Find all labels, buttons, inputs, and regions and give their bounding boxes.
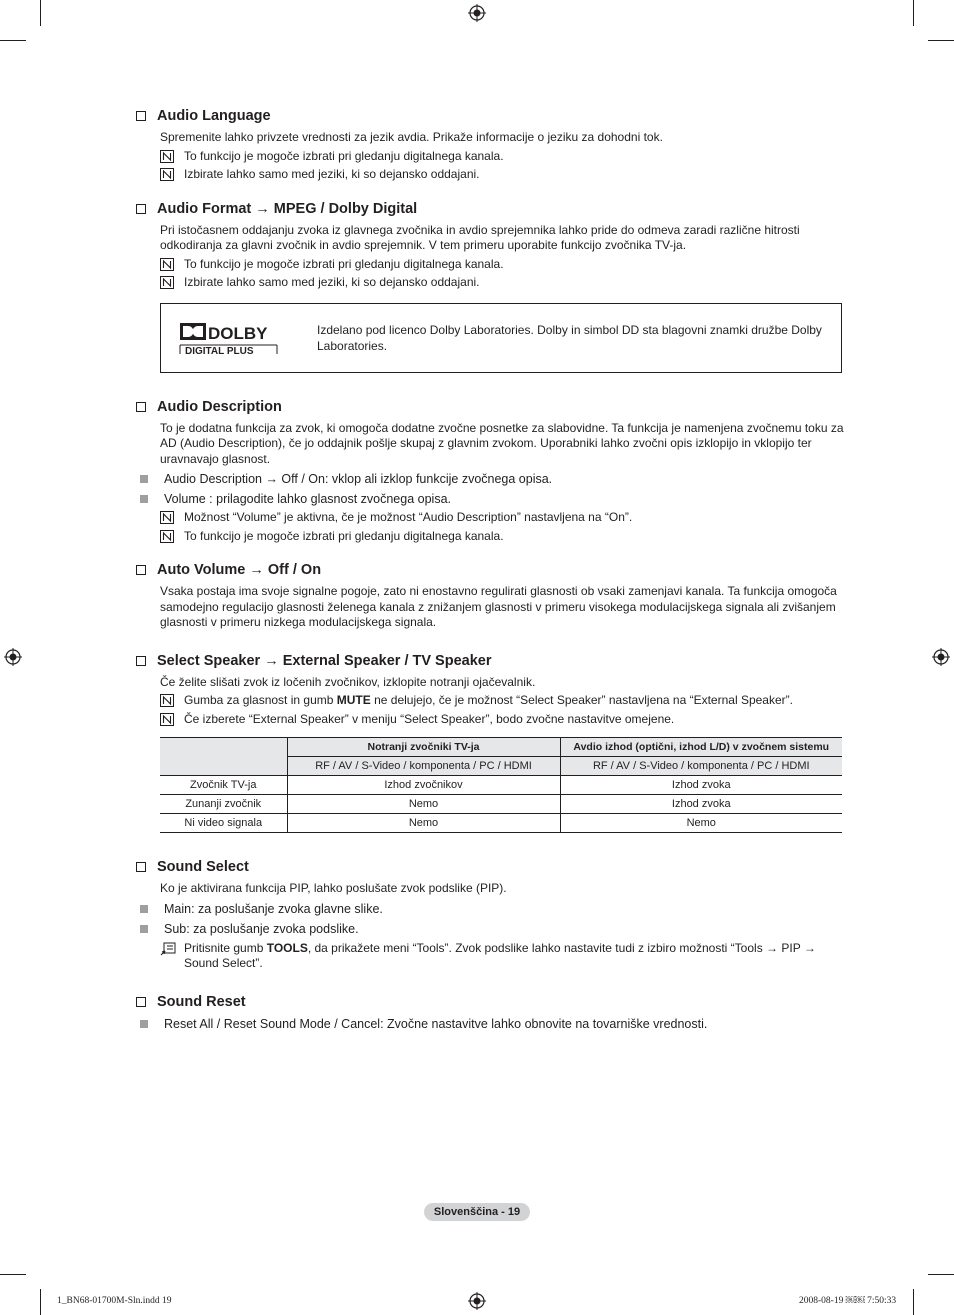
bullet-text: Volume : prilagodite lahko glasnost zvočnega opisa. [164, 492, 451, 506]
section-text: Pri istočasnem oddajanju zvoka iz glavnega zvočnika in avdio sprejemnika lahko pride do odmeva zaradi različne hitrosti odkodiranja za glavni zvočnik in avdio sprejemnik. V tem primeru uporabite funkcijo zvočnika TV-ja. [160, 222, 800, 252]
checkbox-icon [136, 204, 146, 214]
footer-filename: 1_BN68-01700M-Sln.indd 19 [57, 1296, 172, 1306]
bullet-item [136, 901, 846, 917]
table-cell: Izhod zvoka [560, 795, 842, 814]
crop-mark [913, 0, 914, 26]
note-text: Izbirate lahko samo med jeziki, ki so dejansko oddajani. [184, 167, 480, 181]
bullet-text: Reset All / Reset Sound Mode / Cancel: Zvočne nastavitve lahko obnovite na tovarniške vrednosti. [164, 1016, 708, 1031]
note-item [160, 167, 846, 183]
table-header-row [160, 738, 842, 757]
section-title: Sound Select [157, 859, 249, 875]
checkbox-icon [136, 656, 146, 666]
note-icon [160, 150, 174, 163]
table-cell: Izhod zvoka [560, 776, 842, 795]
section-heading-sound-select [136, 859, 846, 875]
page-content [136, 108, 846, 1032]
section-text: Če želite slišati zvok iz ločenih zvočnikov, izklopite notranji ojačevalnik. [160, 674, 536, 689]
section-heading-sound-reset [136, 994, 846, 1010]
footer-timestamp: 2008-08-19 ￼￼ 7:50:33 [799, 1296, 897, 1306]
section-title: Audio Format → MPEG / Dolby Digital [157, 200, 418, 217]
crop-mark [0, 1274, 26, 1275]
bullet-square-icon [140, 495, 148, 503]
table-row-label: Zunanji zvočnik [160, 795, 287, 814]
table-row [160, 776, 842, 795]
table-cell: Izhod zvočnikov [287, 776, 560, 795]
crop-mark [40, 1289, 41, 1315]
note-item [160, 275, 846, 291]
table-header-cell: Notranji zvočniki TV-ja [287, 738, 560, 757]
section-title: Audio Description [157, 398, 282, 415]
note-item [160, 529, 846, 545]
section-heading-audio-format [136, 201, 846, 217]
bullet-text: Audio Description → Off / On: vklop ali izklop funkcije zvočnega opisa. [164, 472, 553, 486]
checkbox-icon [136, 862, 146, 872]
section-text: Spremenite lahko privzete vrednosti za jezik avdia. Prikaže informacije o jeziku za dohodni tok. [160, 130, 663, 144]
note-icon [160, 511, 174, 524]
section-title: Sound Reset [157, 993, 246, 1010]
section-heading-select-speaker [136, 653, 846, 669]
registration-mark-icon [932, 648, 950, 666]
table-row [160, 814, 842, 833]
crop-mark [913, 1289, 914, 1315]
note-icon [160, 276, 174, 289]
checkbox-icon [136, 402, 146, 412]
note-item [160, 693, 846, 709]
note-text: Izbirate lahko samo med jeziki, ki so dejansko oddajani. [184, 275, 480, 289]
registration-mark-icon [4, 648, 22, 666]
table-row-label: Zvočnik TV-ja [160, 776, 287, 795]
crop-mark [0, 40, 26, 41]
checkbox-icon [136, 111, 146, 121]
table-cell: Nemo [287, 814, 560, 833]
tools-note-text: Pritisnite gumb TOOLS, da prikažete meni “Tools”. Zvok podslike lahko nastavite tudi z izbiro možnosti “Tools → PIP → Sound Select”. [184, 940, 816, 970]
section-title: Audio Language [157, 108, 271, 124]
bullet-text: Sub: za poslušanje zvoka podslike. [164, 921, 359, 936]
crop-mark [928, 40, 954, 41]
section-text: Vsaka postaja ima svoje signalne pogoje, zato ni enostavno regulirati glasnosti ob vsaki zamenjavi kanala. Ta funkcija omogoča samodejno regulacijo glasnosti želenega kanala z znižanjem glasnosti v primeru visokega modulacijskega signala ali zvišanjem glasnosti v primeru nizkega modulacijskega signala. [160, 584, 837, 629]
bullet-text: Main: za poslušanje zvoka glavne slike. [164, 901, 383, 916]
bullet-item [136, 1016, 846, 1032]
table-subheader-cell: RF / AV / S-Video / komponenta / PC / HDMI [287, 757, 560, 776]
crop-mark [40, 0, 41, 26]
bullet-item [136, 491, 846, 507]
section-heading-auto-volume [136, 562, 846, 578]
table-subheader-cell: RF / AV / S-Video / komponenta / PC / HDMI [560, 757, 842, 776]
checkbox-icon [136, 997, 146, 1007]
speaker-output-table [160, 737, 842, 833]
registration-mark-icon [468, 4, 486, 22]
note-text: Možnost “Volume” je aktivna, če je možnost “Audio Description” nastavljena na “On”. [184, 510, 633, 524]
checkbox-icon [136, 565, 146, 575]
bullet-square-icon [140, 1020, 148, 1028]
section-text: Ko je aktivirana funkcija PIP, lahko poslušate zvok podslike (PIP). [160, 881, 507, 895]
note-text: To funkcijo je mogoče izbrati pri gledanju digitalnega kanala. [184, 528, 504, 543]
table-corner-cell [160, 738, 287, 776]
note-item [160, 257, 846, 273]
dolby-license-text: Izdelano pod licenco Dolby Laboratories. Dolby in simbol DD sta blagovni znamki družbe Dolby Laboratories. [317, 322, 822, 353]
note-text: To funkcijo je mogoče izbrati pri gledanju digitalnega kanala. [184, 256, 504, 271]
note-text: To funkcijo je mogoče izbrati pri gledanju digitalnega kanala. [184, 148, 504, 163]
section-heading-audio-description [136, 399, 846, 415]
note-item [160, 149, 846, 165]
section-text: To je dodatna funkcija za zvok, ki omogoča dodatne zvočne posnetke za slabovidne. Ta funkcija je namenjena zvočnemu toku za AD (Audio Description), če jo oddajnik pošlje skupaj z glavnim zvokom. Uporabniki lahko zvočni opis izklopijo in vklopijo ter uravnavajo glasnost. [160, 420, 844, 466]
dolby-digital-plus-logo [179, 320, 279, 356]
registration-mark-icon [468, 1292, 486, 1310]
note-item [160, 510, 846, 526]
note-icon [160, 694, 174, 707]
section-title: Select Speaker → External Speaker / TV Speaker [157, 652, 492, 669]
section-title: Auto Volume → Off / On [157, 562, 322, 578]
note-text: Gumba za glasnost in gumb MUTE ne delujejo, če je možnost “Select Speaker” nastavljena na “External Speaker”. [184, 693, 793, 707]
note-text: Če izberete “External Speaker” v meniju “Select Speaker”, bodo zvočne nastavitve omejene. [184, 711, 675, 726]
svg-text:DIGITAL PLUS: DIGITAL PLUS [185, 345, 254, 356]
tools-hand-icon [160, 942, 176, 956]
table-cell: Nemo [560, 814, 842, 833]
note-icon [160, 713, 174, 726]
table-row [160, 795, 842, 814]
bullet-square-icon [140, 905, 148, 913]
dolby-license-box [160, 303, 842, 373]
note-icon [160, 530, 174, 543]
table-cell: Nemo [287, 795, 560, 814]
note-item [160, 712, 846, 728]
bullet-item [136, 921, 846, 937]
bullet-item [136, 471, 846, 487]
svg-text:DOLBY: DOLBY [208, 323, 268, 343]
bullet-square-icon [140, 475, 148, 483]
note-icon [160, 258, 174, 271]
page-number-badge: Slovenščina - 19 [424, 1203, 530, 1221]
section-heading-audio-language [136, 108, 846, 124]
tools-note-item [160, 941, 846, 972]
table-header-cell: Avdio izhod (optični, izhod L/D) v zvočnem sistemu [560, 738, 842, 757]
crop-mark [928, 1274, 954, 1275]
bullet-square-icon [140, 925, 148, 933]
note-icon [160, 168, 174, 181]
table-row-label: Ni video signala [160, 814, 287, 833]
